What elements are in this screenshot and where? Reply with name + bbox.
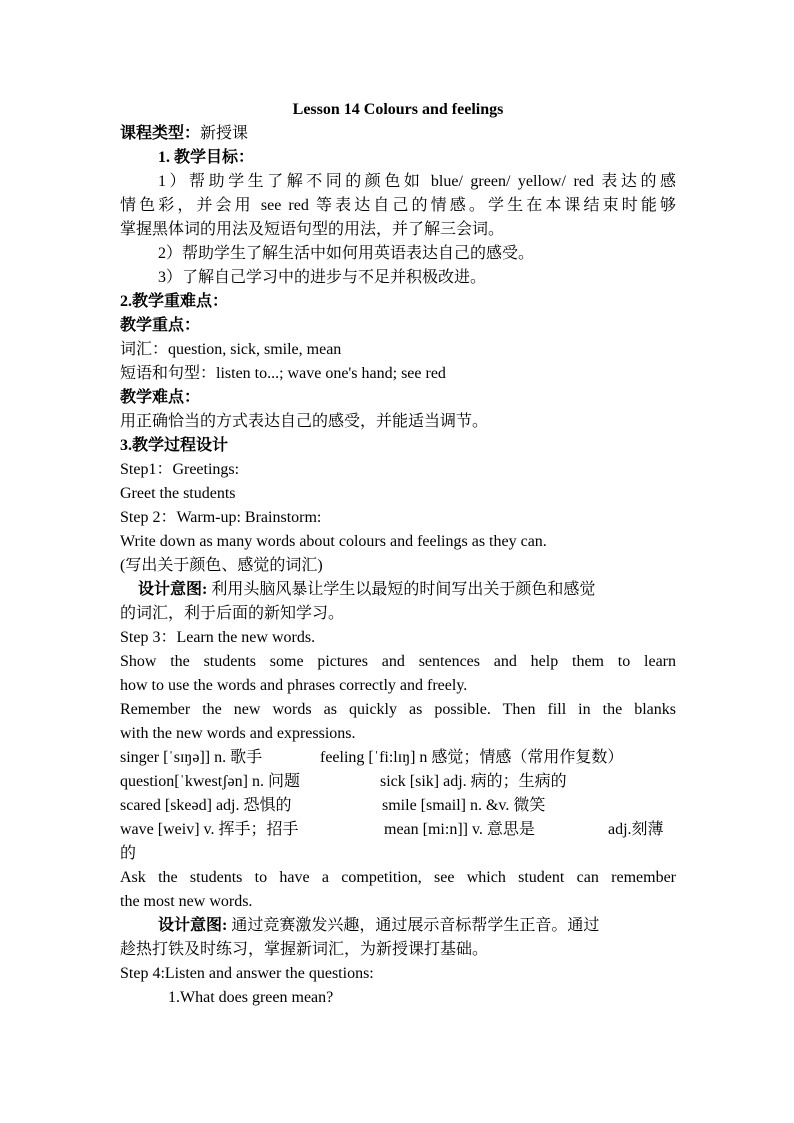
step-3-line-4: with the new words and expressions.: [120, 725, 356, 742]
design-intent-1-line-2: 的词汇，利于后面的新知学习。: [120, 605, 345, 622]
lesson-title: Lesson 14 Colours and feelings: [292, 101, 504, 118]
phrases-line: 短语和句型：listen to...; wave one's hand; see red: [120, 365, 446, 382]
difficult-heading: 教学难点：: [120, 389, 201, 406]
course-type-value: 新授课: [200, 125, 249, 142]
competition-line-1: Ask the students to have a competition, see which student can remember: [120, 869, 676, 886]
vocab-wrap: 的: [120, 845, 137, 862]
step-2-heading: Step 2：Warm-up: Brainstorm:: [120, 509, 322, 526]
course-type-label: 课程类型：: [120, 125, 201, 142]
process-heading: 3.教学过程设计: [120, 437, 229, 454]
objective-1-line-3: 掌握黑体词的用法及短语句型的用法，并了解三会词。: [120, 221, 505, 238]
vocab-entry-feeling: feeling [ˈfi:lɪŋ] n 感觉；情感（常用作复数）: [320, 749, 624, 766]
objectives-heading: 1. 教学目标：: [158, 149, 255, 166]
step-3-line-2: how to use the words and phrases correctly and freely.: [120, 677, 468, 694]
design-intent-label: 设计意图:: [138, 581, 208, 598]
difficult-text: 用正确恰当的方式表达自己的感受，并能适当调节。: [120, 413, 489, 430]
vocab-row: [120, 794, 676, 818]
vocab-entry-smile: smile [smail] n. &v. 微笑: [382, 797, 546, 814]
vocab-entry-scared: scared [skeəd] adj. 恐惧的: [120, 797, 292, 814]
vocab-entry-wave: wave [weiv] v. 挥手；招手: [120, 821, 299, 838]
design-intent-2-line-1: [120, 914, 676, 938]
objective-3: 3）了解自己学习中的进步与不足并积极改进。: [158, 269, 487, 286]
design-intent-2-line-2: 趁热打铁及时练习，掌握新词汇，为新授课打基础。: [120, 941, 489, 958]
design-intent-1-line-1: [120, 578, 676, 602]
vocab-row: [120, 770, 676, 794]
objective-1-line-2: 情色彩，并会用 see red 等表达自己的情感。学生在本课结束时能够: [120, 197, 676, 214]
document-body: [120, 98, 676, 1010]
competition-line-2: the most new words.: [120, 893, 253, 910]
key-difficult-heading: 2.教学重难点：: [120, 293, 229, 310]
objective-2: 2）帮助学生了解生活中如何用英语表达自己的感受。: [158, 245, 535, 262]
vocab-entry-singer: singer [ˈsɪŋə]] n. 歌手: [120, 749, 263, 766]
vocabulary-line: 词汇：question, sick, smile, mean: [120, 341, 342, 358]
vocab-entry-mean-adj: adj.刻薄: [608, 821, 664, 838]
design-intent-1-text: 利用头脑风暴让学生以最短的时间写出关于颜色和感觉: [207, 581, 596, 598]
step-1-heading: Step1：Greetings:: [120, 461, 240, 478]
step-3-heading: Step 3：Learn the new words.: [120, 629, 316, 646]
key-points-heading: 教学重点：: [120, 317, 201, 334]
question-1: 1.What does green mean?: [168, 989, 334, 1006]
step-2-note: (写出关于颜色、感觉的词汇): [120, 557, 323, 574]
objective-1-line-1: 1）帮助学生了解不同的颜色如 blue/ green/ yellow/ red 表达的感: [158, 173, 676, 190]
step-1-text: Greet the students: [120, 485, 236, 502]
design-intent-label: 设计意图:: [158, 917, 228, 934]
step-3-line-1: Show the students some pictures and sentences and help them to learn: [120, 653, 676, 670]
step-2-text: Write down as many words about colours and feelings as they can.: [120, 533, 547, 550]
step-4-heading: Step 4:Listen and answer the questions:: [120, 965, 374, 982]
vocab-row: [120, 746, 676, 770]
vocab-row: [120, 818, 676, 842]
design-intent-2-text: 通过竞赛激发兴趣，通过展示音标帮学生正音。通过: [227, 917, 600, 934]
vocab-entry-question: question[ˈkwestʃən] n. 问题: [120, 773, 300, 790]
vocab-entry-sick: sick [sik] adj. 病的；生病的: [380, 773, 567, 790]
course-type-line: [120, 122, 676, 146]
vocab-entry-mean: mean [mi:n]] v. 意思是: [384, 821, 535, 838]
step-3-line-3: Remember the new words as quickly as possible. Then fill in the blanks: [120, 701, 676, 718]
